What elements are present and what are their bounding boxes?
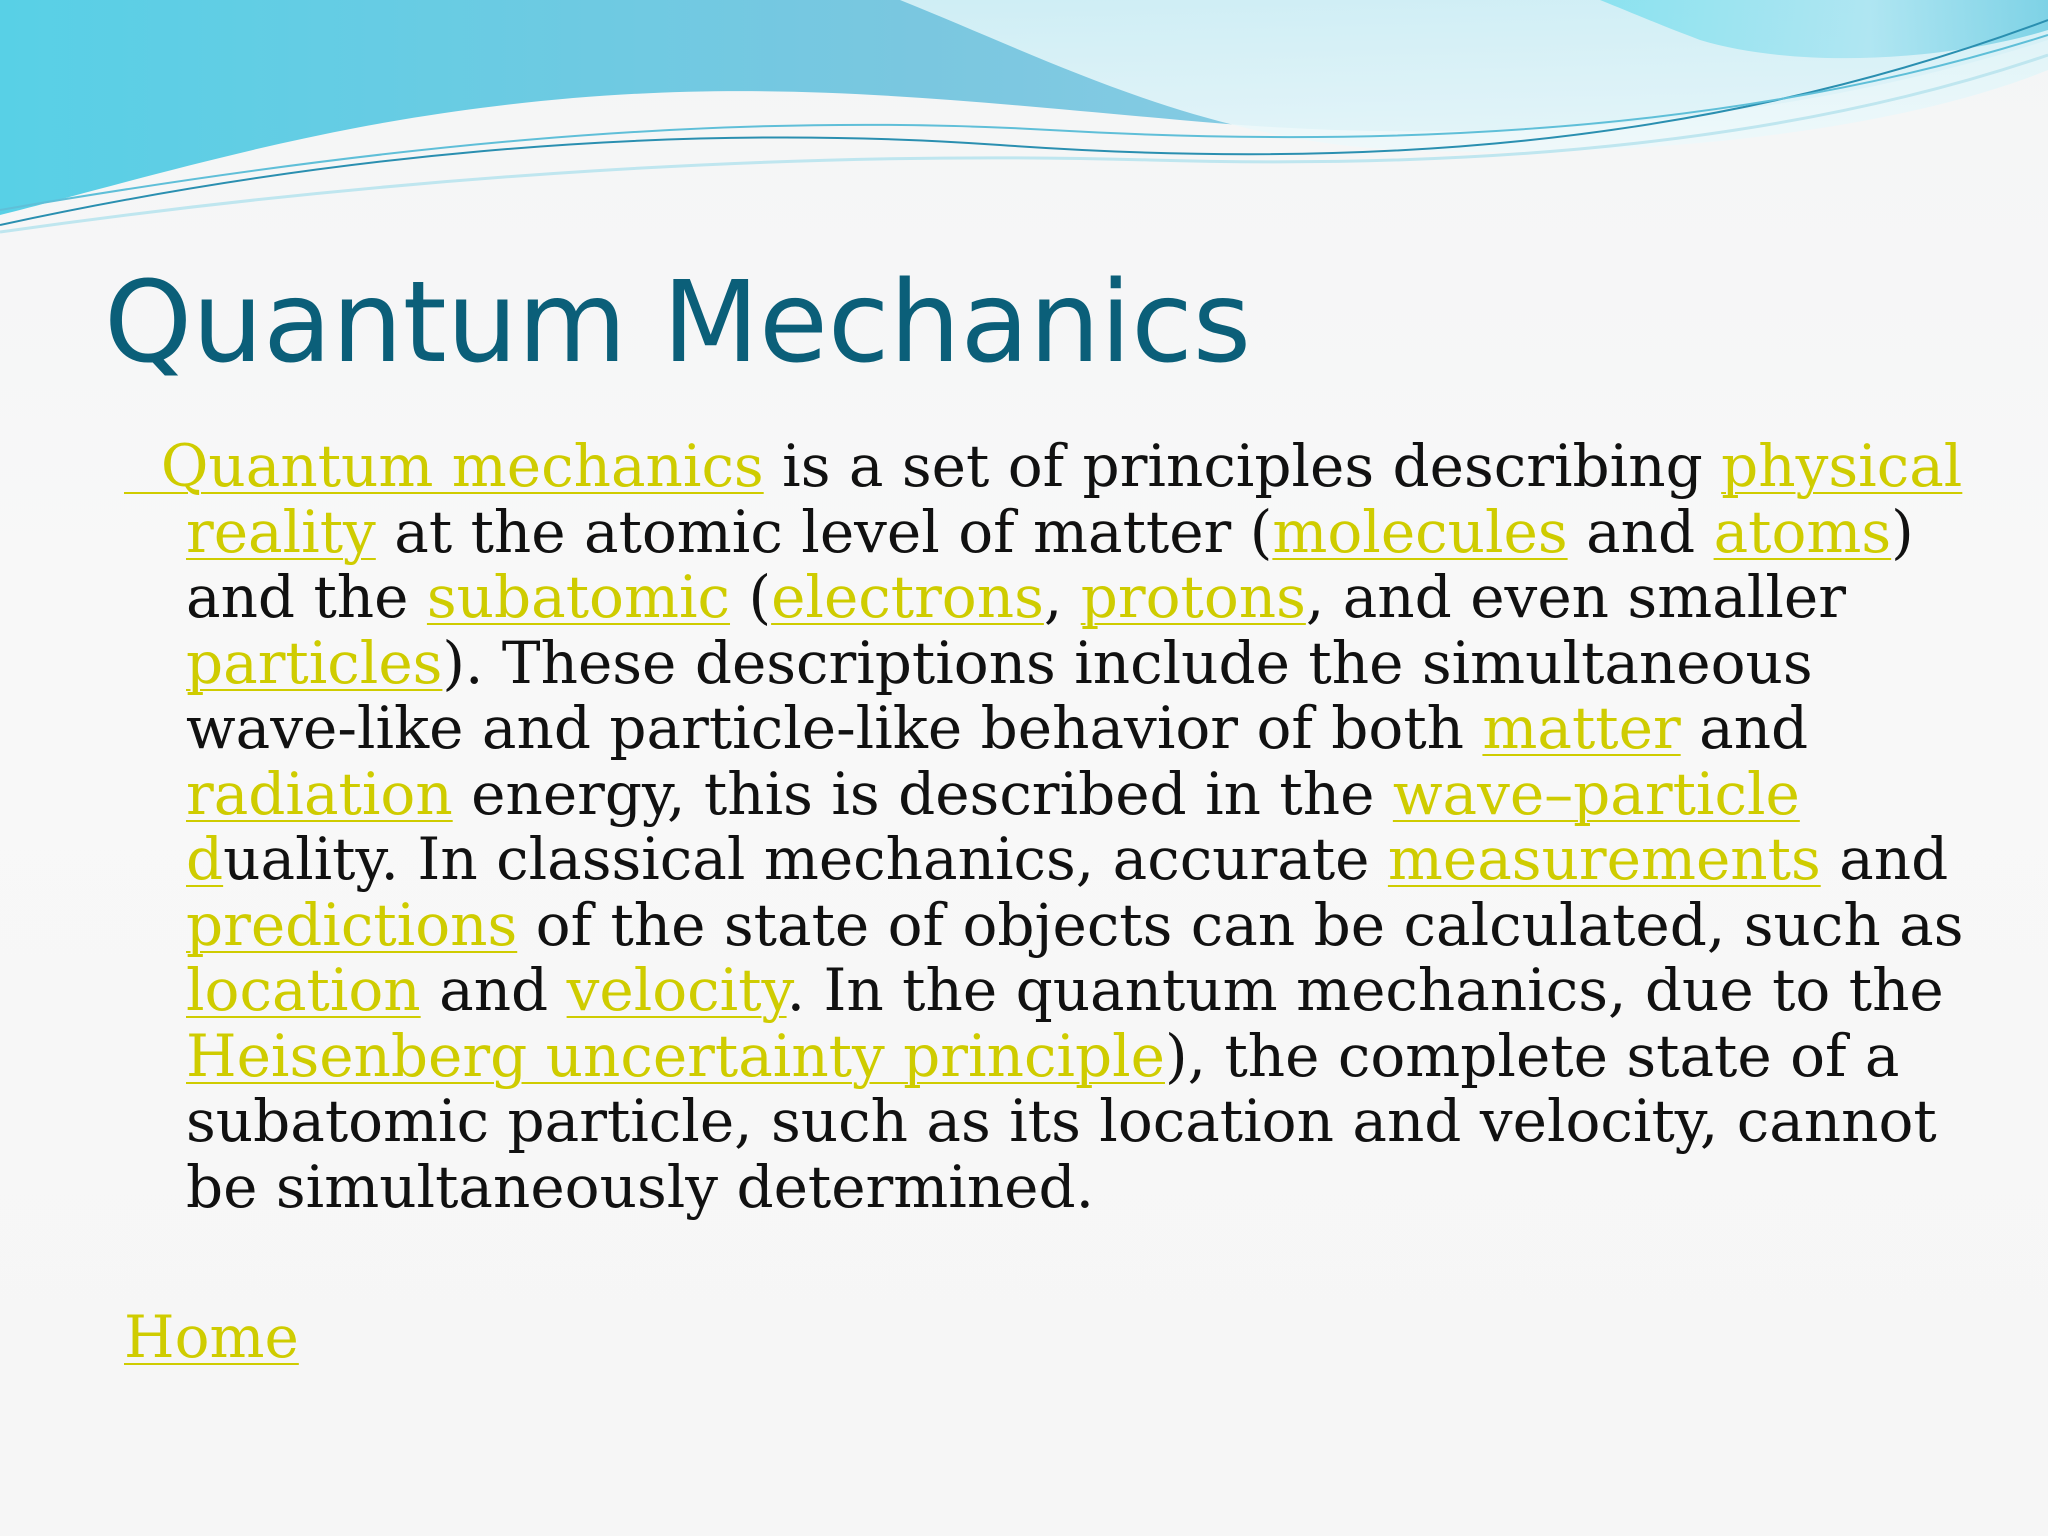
text-segment: and (1680, 694, 1809, 762)
decorative-wave-header (0, 0, 2048, 240)
link-particles[interactable]: particles (186, 628, 443, 697)
text-segment: , and even smaller (1305, 563, 1846, 631)
body-paragraph (124, 434, 1966, 1220)
link-matter[interactable]: matter (1482, 694, 1681, 762)
text-segment: ) and the (186, 497, 1914, 631)
text-segment: ). These descriptions include the simultaneous wave-like and particle-like behavior of both (186, 628, 1813, 762)
link-subatomic[interactable]: subatomic (426, 563, 731, 631)
link-predictions[interactable]: predictions (186, 890, 518, 959)
text-segment: uality. In classical mechanics, accurate (223, 825, 1388, 893)
link-wave-particle-duality[interactable]: wave–particle d (186, 759, 1800, 893)
text-segment: energy, this is described in the (452, 759, 1393, 828)
link-radiation[interactable]: radiation (186, 759, 453, 828)
text-segment: and (420, 956, 567, 1024)
link-quantum-mechanics[interactable]: Quantum mechanics (124, 432, 764, 500)
text-segment: and (1567, 497, 1714, 566)
slide-title: Quantum Mechanics (104, 258, 1252, 388)
link-heisenberg-uncertainty-principle[interactable]: Heisenberg uncertainty principle (186, 1021, 1165, 1090)
link-velocity[interactable]: velocity (566, 956, 787, 1024)
link-molecules[interactable]: molecules (1272, 497, 1568, 566)
link-physical-reality[interactable]: physical reality (186, 432, 1963, 566)
link-measurements[interactable]: measurements (1387, 825, 1821, 893)
text-segment: ( (730, 563, 772, 631)
link-location[interactable]: location (186, 956, 421, 1024)
link-electrons[interactable]: electrons (771, 563, 1044, 631)
link-atoms[interactable]: atoms (1713, 497, 1892, 566)
text-segment: ), the complete state of a subatomic particle, such as its location and velocity, cannot be simultaneously determined. (186, 1021, 1937, 1221)
text-segment: , (1043, 563, 1081, 631)
link-protons[interactable]: protons (1080, 563, 1306, 631)
text-segment: of the state of objects can be calculated, such as (517, 890, 1964, 959)
home-link[interactable]: Home (124, 1303, 299, 1371)
text-segment: and (1820, 825, 1949, 893)
text-segment: is a set of principles describing (763, 432, 1722, 500)
text-segment: at the atomic level of matter ( (375, 497, 1273, 566)
text-segment: . In the quantum mechanics, due to the (786, 956, 1944, 1024)
